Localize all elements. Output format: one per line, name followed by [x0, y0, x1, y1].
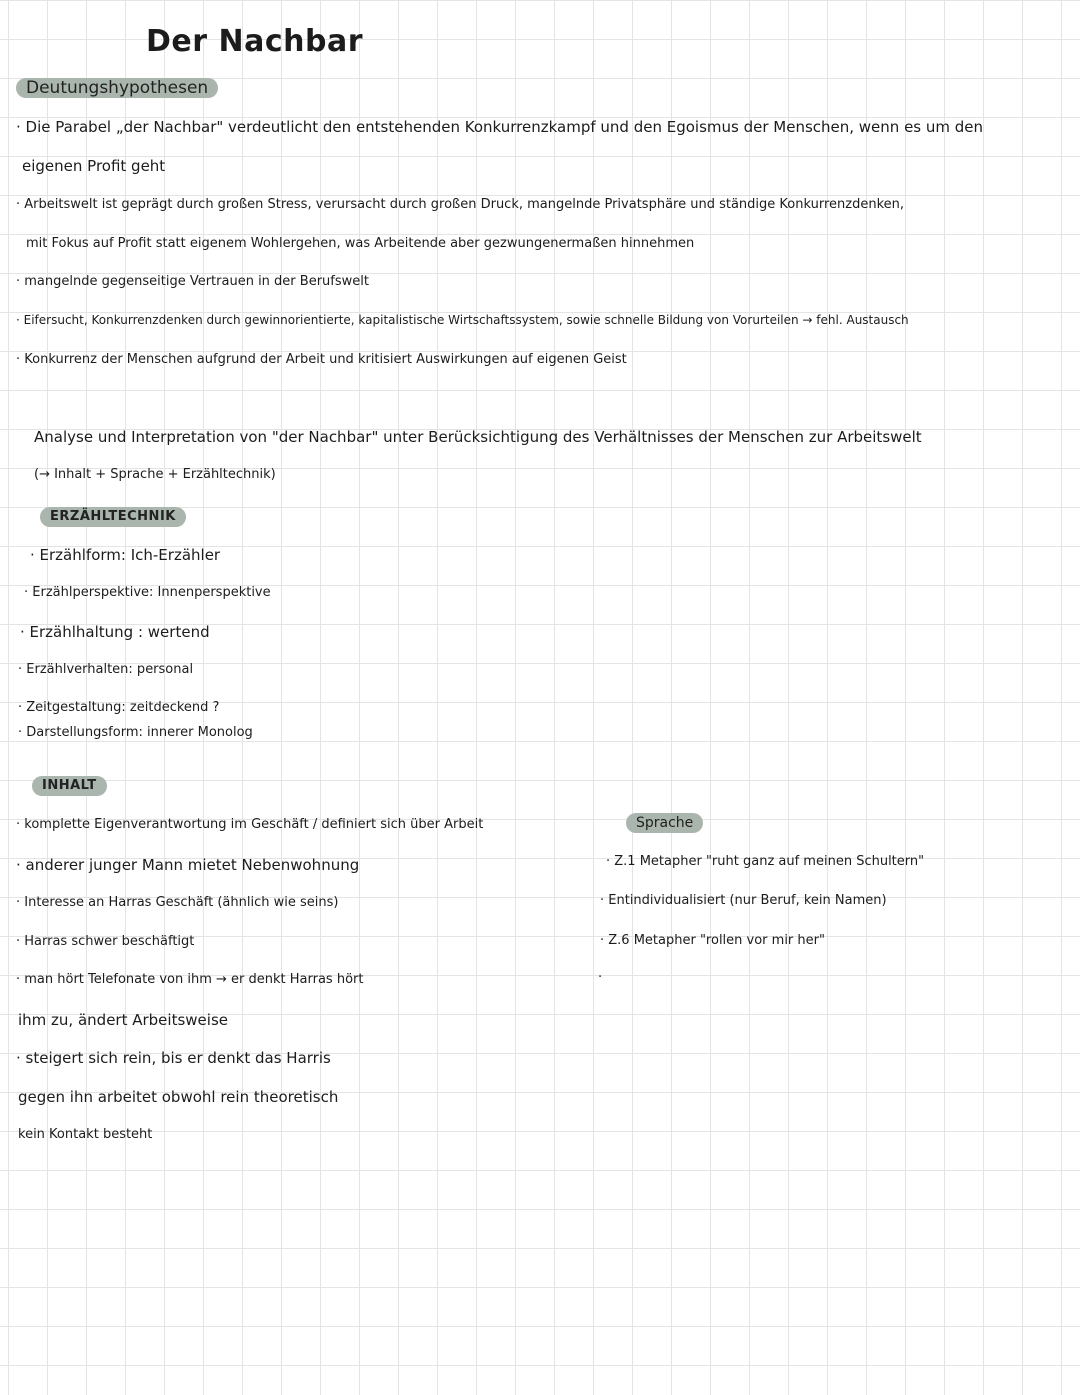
narrative-item: · Darstellungsform: innerer Monolog: [18, 725, 253, 740]
narrative-heading: ERZÄHLTECHNIK: [40, 507, 186, 527]
hypothesis-line: · Arbeitswelt ist geprägt durch großen Stress, verursacht durch großen Druck, mangelnde Privatsphäre und ständige Konkurrenzdenken,: [16, 197, 905, 212]
content-item: ihm zu, ändert Arbeitsweise: [18, 1011, 228, 1029]
narrative-item: · Zeitgestaltung: zeitdeckend ?: [18, 700, 220, 715]
hypothesis-line: mit Fokus auf Profit statt eigenem Wohlergehen, was Arbeitende aber gezwungenermaßen hinnehmen: [26, 236, 695, 251]
narrative-item: · Erzählform: Ich-Erzähler: [30, 546, 221, 564]
content-item: · Harras schwer beschäftigt: [16, 934, 195, 949]
content-item: · steigert sich rein, bis er denkt das Harris: [16, 1049, 331, 1067]
language-item: · Z.6 Metapher "rollen vor mir her": [600, 933, 825, 948]
content-item: gegen ihn arbeitet obwohl rein theoretisch: [18, 1088, 339, 1106]
language-bullet: ·: [598, 970, 603, 985]
hypothesis-line: · Die Parabel „der Nachbar" verdeutlicht den entstehenden Konkurrenzkampf und den Egoismus der Menschen, wenn es um den: [16, 118, 984, 136]
narrative-item: · Erzählhaltung : wertend: [20, 623, 210, 641]
task-subline: (→ Inhalt + Sprache + Erzähltechnik): [34, 467, 276, 482]
content-item: · anderer junger Mann mietet Nebenwohnung: [16, 856, 360, 874]
hypothesis-line: · Eifersucht, Konkurrenzdenken durch gewinnorientierte, kapitalistische Wirtschaftssystem, sowie schnelle Bildung von Vorurteilen → fehl. Austausch: [16, 313, 909, 327]
language-item: · Entindividualisiert (nur Beruf, kein Namen): [600, 893, 887, 908]
content-heading: INHALT: [32, 776, 107, 796]
content-item: · man hört Telefonate von ihm → er denkt Harras hört: [16, 972, 364, 987]
task-line: Analyse und Interpretation von "der Nachbar" unter Berücksichtigung des Verhältnisses der Menschen zur Arbeitswelt: [34, 428, 922, 446]
narrative-item: · Erzählverhalten: personal: [18, 662, 194, 677]
content-item: · komplette Eigenverantwortung im Geschäft / definiert sich über Arbeit: [16, 817, 484, 832]
hypothesis-line: · Konkurrenz der Menschen aufgrund der Arbeit und kritisiert Auswirkungen auf eigenen Geist: [16, 352, 627, 367]
hypothesis-line: eigenen Profit geht: [22, 157, 166, 175]
hypothesis-line: · mangelnde gegenseitige Vertrauen in der Berufswelt: [16, 274, 369, 289]
language-item: · Z.1 Metapher "ruht ganz auf meinen Schultern": [606, 854, 925, 869]
hypotheses-heading: Deutungshypothesen: [16, 78, 218, 98]
language-heading: Sprache: [626, 813, 703, 833]
page-title: Der Nachbar: [146, 24, 363, 59]
content-item: kein Kontakt besteht: [18, 1127, 153, 1142]
narrative-item: · Erzählperspektive: Innenperspektive: [24, 585, 271, 600]
content-item: · Interesse an Harras Geschäft (ähnlich wie seins): [16, 895, 339, 910]
